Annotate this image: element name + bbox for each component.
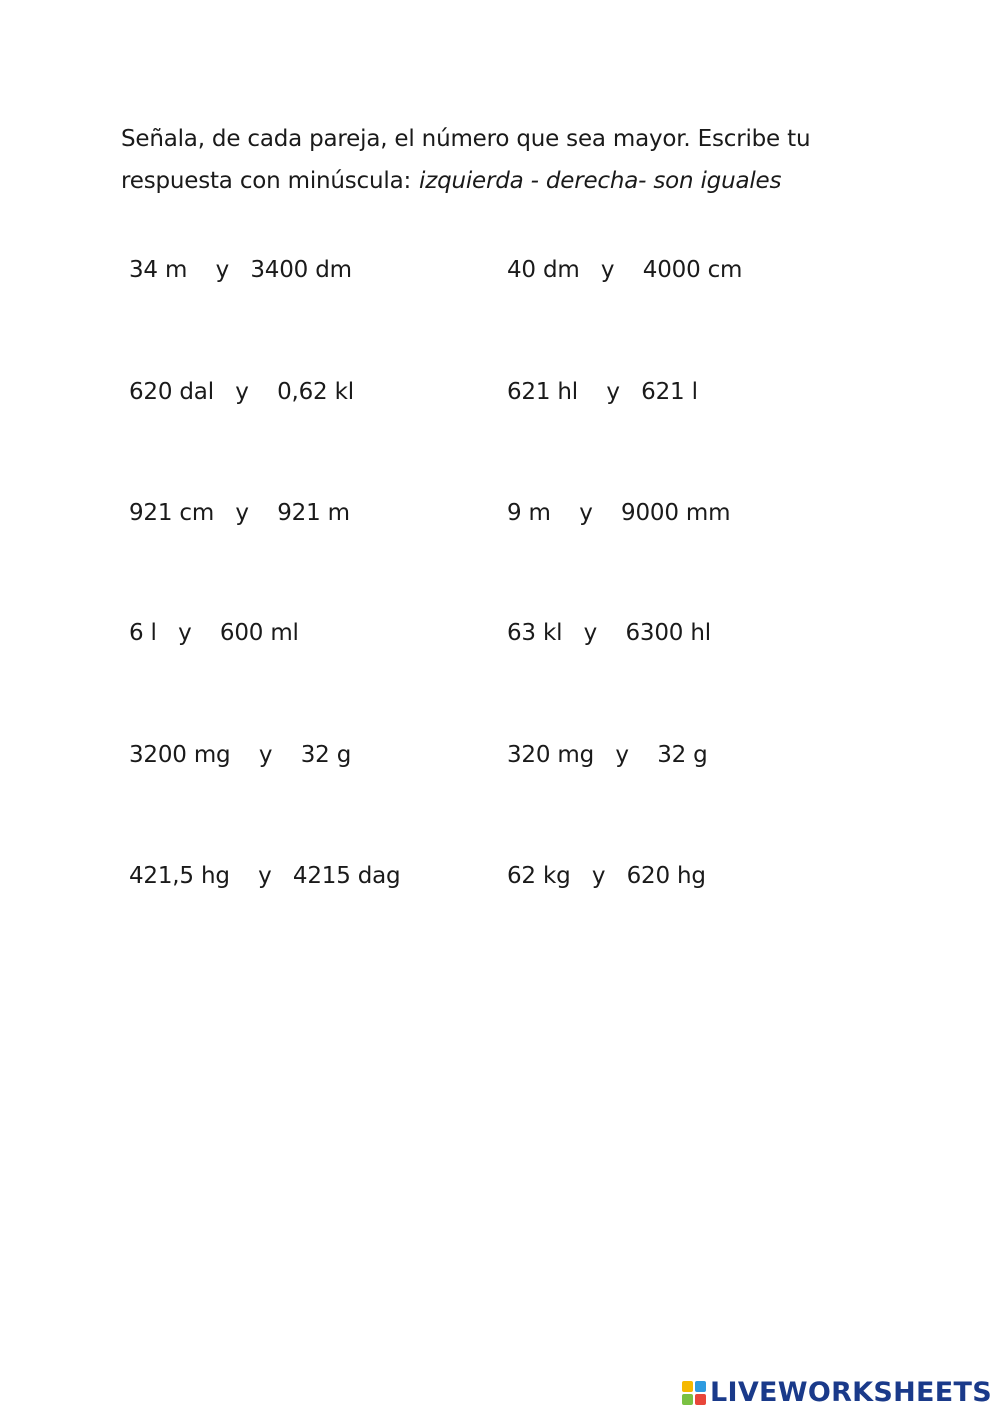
pair-left-5: 3200 mg y 32 g	[129, 742, 352, 768]
pair-right-4: 63 kl y 6300 hl	[507, 620, 711, 646]
instructions-line-1: Señala, de cada pareja, el número que sea mayor. Escribe tu	[121, 126, 811, 152]
pair-left-2: 620 dal y 0,62 kl	[129, 379, 354, 405]
brand-logo-square-4	[695, 1394, 706, 1405]
brand-text: LIVEWORKSHEETS	[709, 1377, 992, 1408]
pair-right-3: 9 m y 9000 mm	[507, 500, 731, 526]
pair-left-1: 34 m y 3400 dm	[129, 257, 352, 283]
pair-right-5: 320 mg y 32 g	[507, 742, 708, 768]
pair-right-2: 621 hl y 621 l	[507, 379, 698, 405]
brand-logo-square-2	[695, 1381, 706, 1392]
pair-left-4: 6 l y 600 ml	[129, 620, 299, 646]
pair-left-3: 921 cm y 921 m	[129, 500, 350, 526]
pair-right-1: 40 dm y 4000 cm	[507, 257, 743, 283]
brand-logo-icon	[682, 1381, 706, 1405]
pair-left-6: 421,5 hg y 4215 dag	[129, 863, 401, 889]
instructions-line-2	[121, 160, 881, 202]
brand-logo-square-1	[682, 1381, 693, 1392]
brand-watermark	[682, 1377, 992, 1408]
instructions	[121, 118, 881, 202]
answer-options: izquierda - derecha- son iguales	[419, 168, 782, 194]
instructions-line-2-text: respuesta con minúscula:	[121, 168, 412, 194]
pair-right-6: 62 kg y 620 hg	[507, 863, 706, 889]
brand-logo-square-3	[682, 1394, 693, 1405]
